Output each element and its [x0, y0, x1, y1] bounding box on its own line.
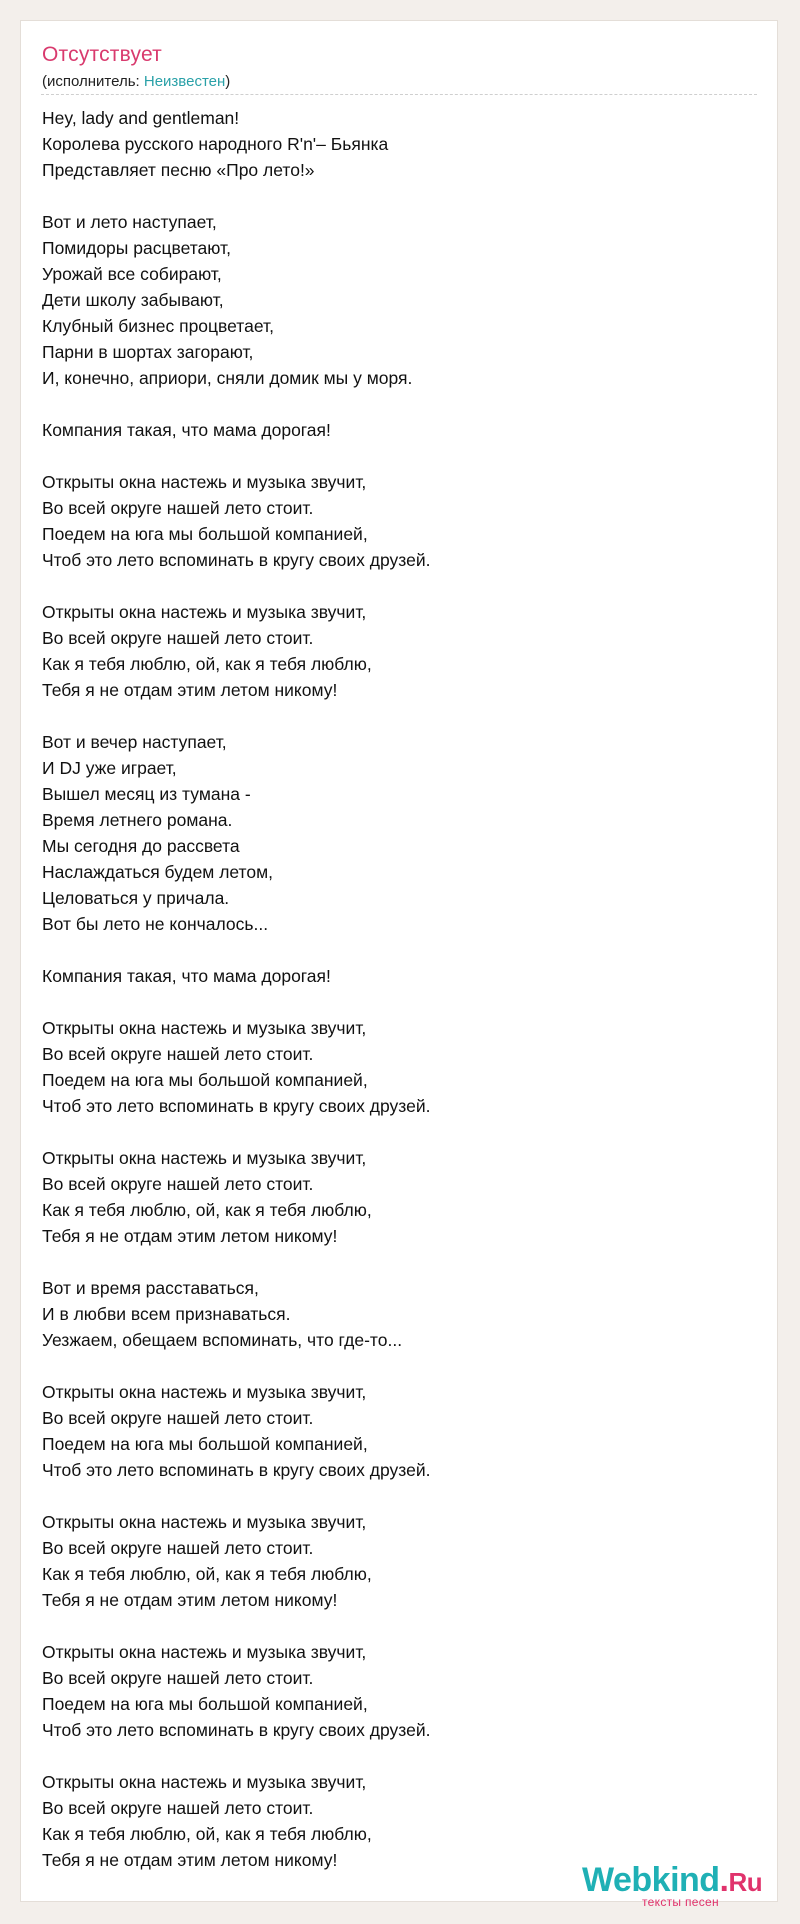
- lyric-line: Открыты окна настежь и музыка звучит,: [42, 472, 367, 492]
- lyric-line: Королева русского народного R'n'– Бьянка: [42, 134, 389, 154]
- lyric-line: Целоваться у причала.: [42, 888, 230, 908]
- lyric-line: Во всей округе нашей лето стоит.: [42, 1798, 314, 1818]
- lyric-line: Во всей округе нашей лето стоит.: [42, 498, 314, 518]
- lyric-line: Компания такая, что мама дорогая!: [42, 420, 331, 440]
- performer-line: [42, 73, 230, 90]
- logo-main-text: Webkind: [582, 1861, 720, 1899]
- divider: [41, 94, 757, 95]
- lyric-line: Чтоб это лето вспоминать в кругу своих друзей.: [42, 1720, 431, 1740]
- lyric-line: Тебя я не отдам этим летом никому!: [42, 680, 338, 700]
- lyrics-card: [20, 20, 778, 1909]
- lyric-line: Вышел месяц из тумана -: [42, 784, 251, 804]
- lyric-line: Тебя я не отдам этим летом никому!: [42, 1850, 338, 1870]
- lyric-line: Помидоры расцветают,: [42, 238, 231, 258]
- lyric-line: Поедем на юга мы большой компанией,: [42, 1694, 368, 1714]
- performer-prefix: (исполнитель:: [42, 73, 144, 90]
- lyric-line: Компания такая, что мама дорогая!: [42, 966, 331, 986]
- lyric-line: И DJ уже играет,: [42, 758, 177, 778]
- lyric-line: Клубный бизнес процветает,: [42, 316, 274, 336]
- lyric-line: Во всей округе нашей лето стоит.: [42, 1538, 314, 1558]
- lyric-line: Тебя я не отдам этим летом никому!: [42, 1590, 338, 1610]
- lyric-line: Чтоб это лето вспоминать в кругу своих друзей.: [42, 1096, 431, 1116]
- lyric-line: Вот и вечер наступает,: [42, 732, 227, 752]
- lyric-line: Чтоб это лето вспоминать в кругу своих друзей.: [42, 550, 431, 570]
- lyric-line: И в любви всем признаваться.: [42, 1304, 291, 1324]
- logo-dot: .: [719, 1861, 729, 1899]
- performer-suffix: ): [225, 73, 231, 90]
- lyric-line: Поедем на юга мы большой компанией,: [42, 1434, 368, 1454]
- song-title: Отсутствует: [42, 43, 162, 66]
- logo-tld: Ru: [728, 1867, 763, 1897]
- stanza-break: [42, 989, 762, 1015]
- lyric-line: Как я тебя люблю, ой, как я тебя люблю,: [42, 654, 372, 674]
- lyric-line: Время летнего романа.: [42, 810, 233, 830]
- stanza-break: [42, 391, 762, 417]
- stanza-break: [42, 1353, 762, 1379]
- lyric-line: Вот бы лето не кончалось...: [42, 914, 269, 934]
- site-logo[interactable]: [582, 1861, 772, 1909]
- performer-link[interactable]: Неизвестен: [143, 73, 226, 90]
- stanza-break: [42, 443, 762, 469]
- stanza-break: [42, 1483, 762, 1509]
- lyric-line: Во всей округе нашей лето стоит.: [42, 1668, 314, 1688]
- lyric-line: Открыты окна настежь и музыка звучит,: [42, 1642, 367, 1662]
- lyric-line: Открыты окна настежь и музыка звучит,: [42, 1512, 367, 1532]
- lyric-line: Как я тебя люблю, ой, как я тебя люблю,: [42, 1200, 372, 1220]
- lyric-line: Поедем на юга мы большой компанией,: [42, 1070, 368, 1090]
- lyric-line: Во всей округе нашей лето стоит.: [42, 1044, 314, 1064]
- stanza-break: [42, 1613, 762, 1639]
- stanza-break: [42, 573, 762, 599]
- lyric-line: Открыты окна настежь и музыка звучит,: [42, 1772, 367, 1792]
- lyric-line: Во всей округе нашей лето стоит.: [42, 1174, 314, 1194]
- stanza-break: [42, 703, 762, 729]
- lyric-line: Открыты окна настежь и музыка звучит,: [42, 1382, 367, 1402]
- lyric-line: Во всей округе нашей лето стоит.: [42, 1408, 314, 1428]
- lyrics-text: [42, 105, 762, 1873]
- lyric-line: Чтоб это лето вспоминать в кругу своих друзей.: [42, 1460, 431, 1480]
- lyric-line: Дети школу забывают,: [42, 290, 224, 310]
- stanza-break: [42, 1119, 762, 1145]
- stanza-break: [42, 937, 762, 963]
- lyric-line: И, конечно, априори, сняли домик мы у моря.: [42, 368, 413, 388]
- lyric-line: Вот и лето наступает,: [42, 212, 217, 232]
- logo-tagline: тексты песен: [642, 1895, 719, 1909]
- lyric-line: Наслаждаться будем летом,: [42, 862, 274, 882]
- lyric-line: Открыты окна настежь и музыка звучит,: [42, 602, 367, 622]
- lyric-line: Открыты окна настежь и музыка звучит,: [42, 1018, 367, 1038]
- lyric-line: Как я тебя люблю, ой, как я тебя люблю,: [42, 1824, 372, 1844]
- lyric-line: Hey, lady and gentleman!: [42, 108, 240, 128]
- lyric-line: Поедем на юга мы большой компанией,: [42, 524, 368, 544]
- lyric-line: Открыты окна настежь и музыка звучит,: [42, 1148, 367, 1168]
- lyric-line: Тебя я не отдам этим летом никому!: [42, 1226, 338, 1246]
- lyric-line: Мы сегодня до рассвета: [42, 836, 240, 856]
- stanza-break: [42, 183, 762, 209]
- lyric-line: Представляет песню «Про лето!»: [42, 160, 315, 180]
- lyric-line: Вот и время расставаться,: [42, 1278, 259, 1298]
- lyric-line: Парни в шортах загорают,: [42, 342, 254, 362]
- lyric-line: Уезжаем, обещаем вспоминать, что где-то...: [42, 1330, 403, 1350]
- stanza-break: [42, 1743, 762, 1769]
- lyric-line: Урожай все собирают,: [42, 264, 222, 284]
- lyric-line: Как я тебя люблю, ой, как я тебя люблю,: [42, 1564, 372, 1584]
- lyric-line: Во всей округе нашей лето стоит.: [42, 628, 314, 648]
- stanza-break: [42, 1249, 762, 1275]
